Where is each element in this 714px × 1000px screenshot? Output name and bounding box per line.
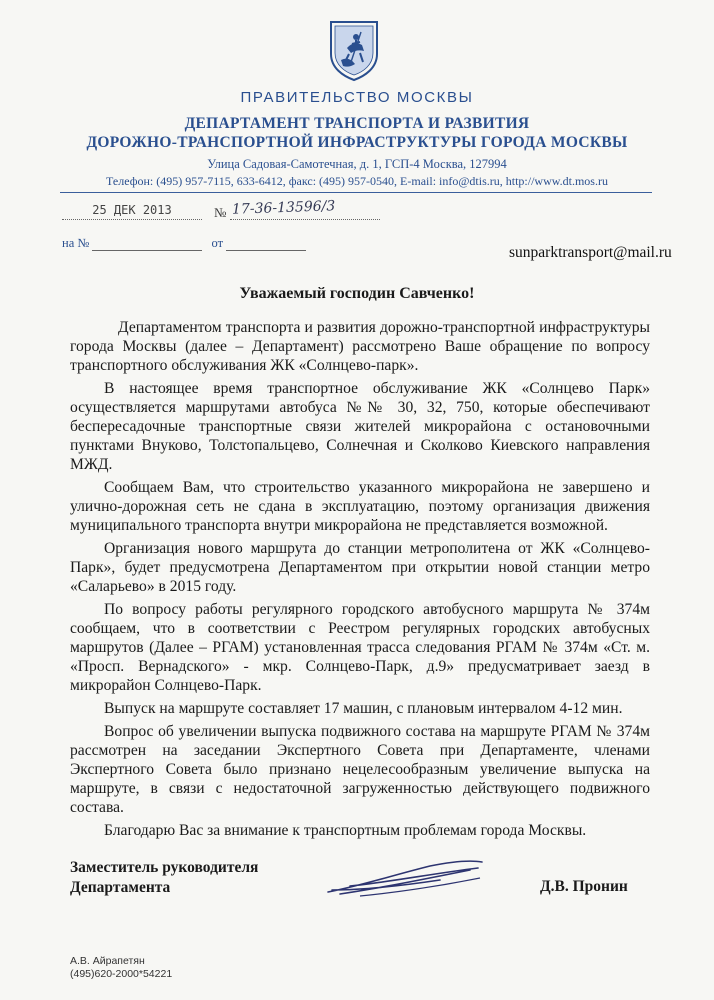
signatory-title-line1: Заместитель руководителя [70,859,259,876]
letterhead-divider [60,192,652,193]
government-name: ПРАВИТЕЛЬСТВО МОСКВЫ [240,89,474,106]
reference-line [62,236,306,251]
paragraph: Организация нового маршрута до станции метрополитена от ЖК «Солнцево-Парк», будет предусмотрена Департаментом при открытии новой станции метро «Саларьево» в 2015 году. [70,540,650,595]
outgoing-number-label: № [214,205,227,220]
department-name-line2: ДОРОЖНО-ТРАНСПОРТНОЙ ИНФРАСТРУКТУРЫ ГОРОДА МОСКВЫ [86,134,628,151]
outgoing-registration-number: 17-36-13596/3 [231,198,336,218]
signatory-title [70,858,258,898]
department-address: Улица Садовая-Самотечная, д. 1, ГСП-4 Москва, 127994 [207,157,507,171]
paragraph: Благодарю Вас за внимание к транспортным проблемам города Москвы. [104,822,587,839]
paragraph: Вопрос об увеличении выпуска подвижного состава на маршруте РГАМ № 374м рассмотрен на заседании Экспертного Совета при Департаменте, членами Экспертного Совета было признано нецелесообразным увеличение выпуска на маршруте, в связи с недостаточной загруженностью действующего подвижного состава. [70,723,650,816]
executor-name: А.В. Айрапетян [70,955,145,967]
paragraph: Департаментом транспорта и развития дорожно-транспортной инфраструктуры города Москвы (далее – Департамент) рассмотрено Ваше обращение по вопросу транспортного обслуживания ЖК «Солнцево-парк». [70,319,650,374]
paragraph: Сообщаем Вам, что строительство указанного микрорайона не завершено и улично-дорожная сеть не сдана в эксплуатацию, поэтому организация движения муниципального транспорта внутри микрорайона не представляется возможной. [70,479,650,534]
paragraph: Выпуск на маршруте составляет 17 машин, с плановым интервалом 4-12 мин. [104,700,623,717]
letter-body [70,318,650,844]
executor-phone: (495)620-2000*54221 [70,968,173,980]
date-underline [62,219,202,220]
signatory-title-line2: Департамента [70,879,171,896]
department-contacts: Телефон: (495) 957-7115, 633-6412, факс: (495) 957-0540, E-mail: info@dtis.ru, http://www.dt.mos.ru [106,174,608,188]
reference-number-blank [92,238,202,251]
executor-info [70,955,172,981]
paragraph: В настоящее время транспортное обслуживание ЖК «Солнцево Парк» осуществляется маршрутами автобуса №№ 30, 32, 750, которые обеспечивают беспересадочные транспортные связи жителей микрорайона с остановочными пунктами Внуково, Толстопальцево, Солнечная и Сколково Киевского направления МЖД. [70,380,650,473]
reference-date-label: от [211,236,224,250]
registration-underline [230,219,380,220]
recipient-email: sunparktransport@mail.ru [509,244,672,261]
handwritten-signature-icon [320,856,490,902]
outgoing-date-stamp: 25 ДЕК 2013 [92,203,172,217]
signer-name: Д.В. Пронин [540,878,628,895]
department-name-line1: ДЕПАРТАМЕНТ ТРАНСПОРТА И РАЗВИТИЯ [184,115,530,132]
reference-number-label: на № [62,236,90,250]
greeting: Уважаемый господин Савченко! [239,285,475,302]
reference-date-blank [226,238,306,251]
paragraph: По вопросу работы регулярного городского автобусного маршрута № 374м сообщаем, что в соответствии с Реестром регулярных городских автобусных маршрутов (Далее – РГАМ) установленная трасса следования РГАМ № 374м «Ст. м. «Просп. Вернадского» - мкр. Солнцево-Парк, д.9» предусматривает заезд в микрорайон Солнцево-Парк. [70,601,650,694]
moscow-coat-of-arms-icon [327,18,381,82]
